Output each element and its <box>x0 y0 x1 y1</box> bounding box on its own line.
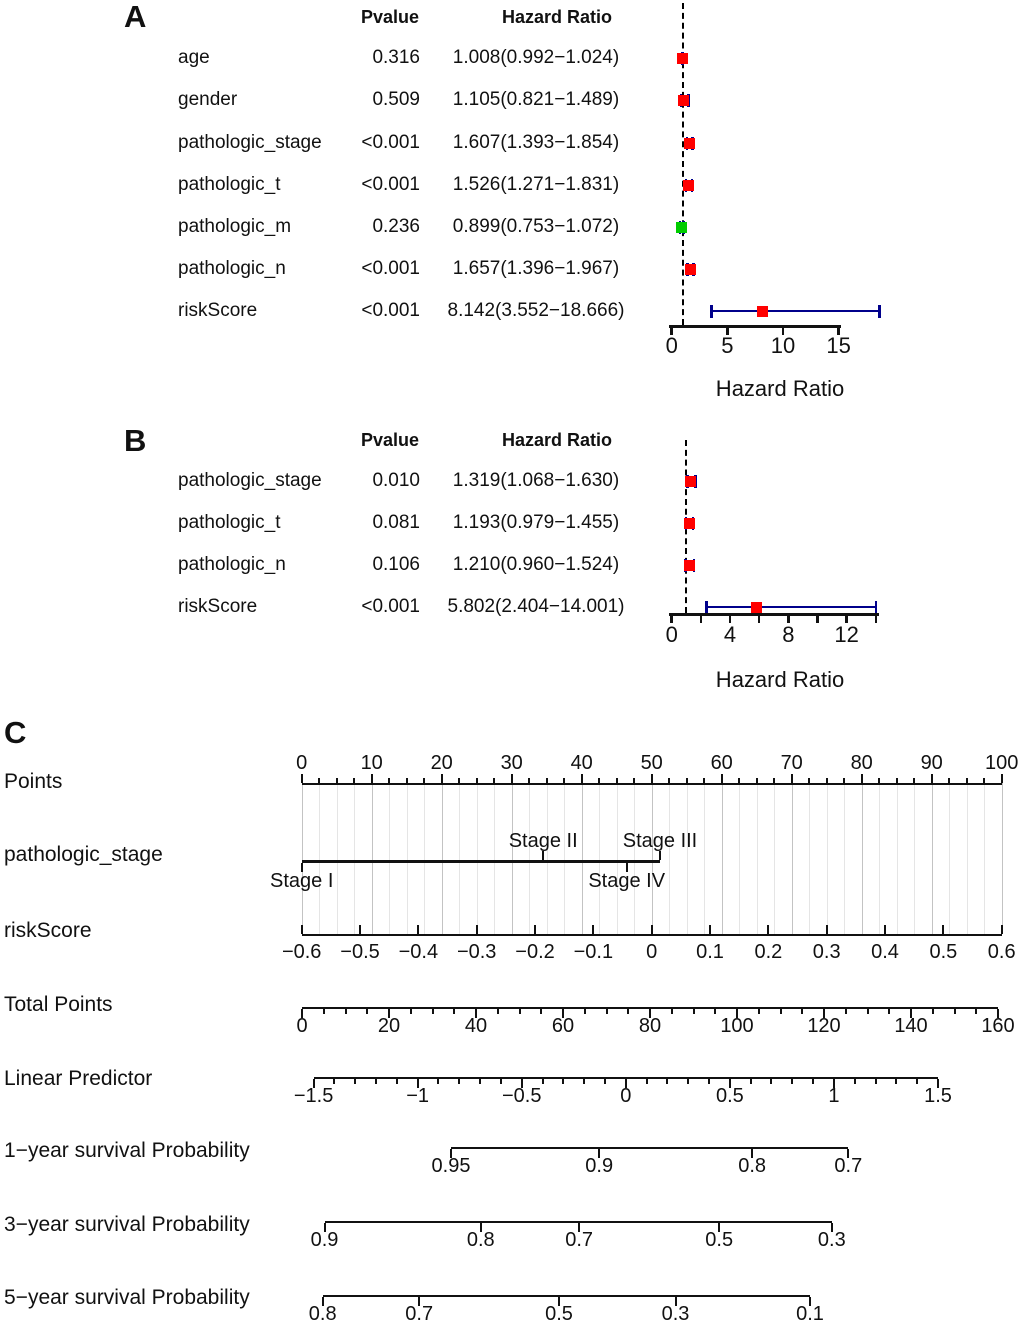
forest-a-row-label: pathologic_stage <box>178 132 322 153</box>
nomogram-tick-label-total: 0 <box>296 1015 308 1037</box>
nomogram-tick-risk <box>942 925 944 934</box>
nomogram-cat-label-stage: Stage I <box>269 870 334 892</box>
nomogram-tick-points <box>738 778 740 783</box>
forest-a-xaxis-tick-label: 15 <box>826 333 851 358</box>
nomogram-tick-label-risk: −0.1 <box>573 941 614 963</box>
nomogram-grid-minor <box>337 783 338 934</box>
nomogram-tick-risk <box>301 925 303 934</box>
forest-a-row-label: riskScore <box>178 300 258 321</box>
forest-a-hr-marker <box>676 222 687 233</box>
forest-b-xaxis-tick-label: 0 <box>665 622 678 647</box>
nomogram-tick-risk <box>767 925 769 934</box>
nomogram-tick-lp <box>437 1079 439 1084</box>
nomogram-tick-points <box>598 778 600 783</box>
nomogram-grid-minor <box>617 783 618 934</box>
forest-a-hr-marker <box>683 180 694 191</box>
nomogram-grid-minor <box>774 783 775 934</box>
nomogram-tick-total <box>671 1009 673 1014</box>
nomogram-grid-major <box>302 783 303 934</box>
nomogram-tick-label-points: 10 <box>360 752 383 774</box>
nomogram-tick-lp <box>354 1079 356 1084</box>
nomogram-tick-label-points: 70 <box>780 752 803 774</box>
nomogram-grid-minor <box>494 783 495 934</box>
nomogram-tick-label-points: 40 <box>570 752 593 774</box>
nomogram-tick-label-risk: 0.3 <box>812 941 841 963</box>
nomogram-tick-total <box>932 1009 934 1014</box>
forest-b-pvalue-cell: 0.010 <box>372 470 420 491</box>
forest-a-hr-marker <box>757 306 768 317</box>
nomogram-tick-lp <box>812 1079 814 1084</box>
nomogram-tick-risk <box>651 925 653 934</box>
nomogram-tick-points <box>301 774 303 783</box>
nomogram-tick-points <box>493 778 495 783</box>
forest-a-hr-cell: 1.607(1.393−1.854) <box>452 132 620 153</box>
nomogram-row-label-s3: 3−year survival Probability <box>4 1213 250 1236</box>
nomogram-tick-risk <box>534 925 536 934</box>
nomogram-tick-points <box>318 778 320 783</box>
nomogram-grid-major <box>512 783 513 934</box>
nomogram-tick-label-s3: 0.8 <box>466 1229 495 1251</box>
nomogram-tick-label-lp: −0.5 <box>501 1085 542 1107</box>
nomogram-grid-minor <box>459 783 460 934</box>
nomogram-tick-lp <box>646 1079 648 1084</box>
nomogram-tick-points <box>721 774 723 783</box>
forest-b-ci-cap-low <box>705 601 708 614</box>
nomogram-tick-label-risk: 0.2 <box>754 941 783 963</box>
nomogram-grid-minor <box>599 783 600 934</box>
nomogram-tick-total <box>519 1009 521 1014</box>
nomogram-row-label-risk: riskScore <box>4 919 92 942</box>
panel-a-col-pvalue: Pvalue <box>360 7 420 27</box>
nomogram-grid-minor <box>984 783 985 934</box>
nomogram-tick-total <box>867 1009 869 1014</box>
nomogram-tick-lp <box>687 1079 689 1084</box>
panel-b-col-hazard-ratio: Hazard Ratio <box>501 430 613 450</box>
nomogram-tick-label-total: 100 <box>720 1015 754 1037</box>
nomogram-tick-points <box>931 774 933 783</box>
forest-b-hr-cell: 1.210(0.960−1.524) <box>452 554 620 575</box>
nomogram-tick-points <box>878 778 880 783</box>
nomogram-tick-points <box>651 774 653 783</box>
nomogram-cat-label-stage: Stage III <box>622 830 698 852</box>
nomogram-grid-minor <box>704 783 705 934</box>
nomogram-tick-label-risk: 0.4 <box>871 941 899 963</box>
forest-a-pvalue-cell: <0.001 <box>361 132 420 153</box>
forest-b-xaxis-minor-tick <box>700 613 703 623</box>
nomogram-tick-total <box>606 1009 608 1014</box>
forest-a-row-label: pathologic_m <box>178 216 292 237</box>
nomogram-grid-major <box>722 783 723 934</box>
nomogram-tick-risk <box>417 925 419 934</box>
nomogram-cat-tick-stage <box>542 851 544 860</box>
nomogram-grid-minor <box>564 783 565 934</box>
nomogram-tick-points <box>668 778 670 783</box>
nomogram-tick-points <box>563 778 565 783</box>
nomogram-tick-total <box>888 1009 890 1014</box>
nomogram-tick-label-s3: 0.7 <box>565 1229 594 1251</box>
forest-a-pvalue-cell: <0.001 <box>361 174 420 195</box>
forest-b-pvalue-cell: <0.001 <box>361 596 420 617</box>
nomogram-tick-points <box>581 774 583 783</box>
nomogram-tick-total <box>801 1009 803 1014</box>
nomogram-tick-label-total: 60 <box>551 1015 575 1037</box>
nomogram-tick-total <box>758 1009 760 1014</box>
nomogram-tick-total <box>975 1009 977 1014</box>
nomogram-grid-minor <box>897 783 898 934</box>
nomogram-tick-total <box>584 1009 586 1014</box>
nomogram-grid-minor <box>389 783 390 934</box>
nomogram-tick-points <box>371 774 373 783</box>
nomogram-tick-lp <box>708 1079 710 1084</box>
nomogram-grid-minor <box>879 783 880 934</box>
forest-b-row-label: pathologic_n <box>178 554 286 575</box>
nomogram-tick-lp <box>479 1079 481 1084</box>
forest-b-xaxis-tick-label: 12 <box>834 622 859 647</box>
nomogram-tick-label-total: 40 <box>464 1015 488 1037</box>
forest-a-hr-marker <box>684 138 695 149</box>
nomogram-axis-line-risk <box>302 934 1002 936</box>
panel-b-letter: B <box>124 423 147 458</box>
nomogram-tick-label-risk: 0 <box>646 941 658 963</box>
nomogram-tick-total <box>345 1009 347 1014</box>
nomogram-tick-lp <box>875 1079 877 1084</box>
nomogram-tick-risk <box>709 925 711 934</box>
nomogram-tick-lp <box>916 1079 918 1084</box>
nomogram-tick-points <box>353 778 355 783</box>
forest-a-xaxis-tick-label: 5 <box>721 333 734 358</box>
nomogram-tick-lp <box>333 1079 335 1084</box>
forest-b-row-label: riskScore <box>178 596 258 617</box>
nomogram-tick-total <box>366 1009 368 1014</box>
forest-b-hr-marker <box>751 602 762 613</box>
forest-b-hr-cell: 5.802(2.404−14.001) <box>447 596 625 617</box>
nomogram-grid-minor <box>424 783 425 934</box>
nomogram-tick-label-total: 160 <box>981 1015 1015 1037</box>
nomogram-tick-label-points: 100 <box>985 752 1019 774</box>
forest-a-xaxis-tick-label: 10 <box>770 333 796 358</box>
nomogram-tick-label-points: 90 <box>920 752 943 774</box>
forest-a-row-label: age <box>178 47 210 68</box>
forest-a-hr-marker <box>677 53 688 64</box>
forest-a-ci-cap-low <box>710 305 713 318</box>
forest-a-hr-cell: 8.142(3.552−18.666) <box>447 300 625 321</box>
nomogram-tick-label-points: 80 <box>850 752 873 774</box>
nomogram-tick-total <box>693 1009 695 1014</box>
nomogram-tick-label-risk: 0.5 <box>929 941 958 963</box>
nomogram-grid-minor <box>407 783 408 934</box>
nomogram-tick-label-risk: −0.2 <box>515 941 555 963</box>
nomogram-tick-risk <box>884 925 886 934</box>
nomogram-grid-minor <box>529 783 530 934</box>
nomogram-grid-minor <box>477 783 478 934</box>
nomogram-tick-label-points: 60 <box>710 752 733 774</box>
nomogram-tick-label-risk: 0.6 <box>987 941 1016 963</box>
forest-a-pvalue-cell: <0.001 <box>361 300 420 321</box>
nomogram-tick-points <box>913 778 915 783</box>
nomogram-tick-lp <box>791 1079 793 1084</box>
forest-a-pvalue-cell: 0.236 <box>372 216 420 237</box>
forest-a-row-label: pathologic_n <box>178 258 286 279</box>
nomogram-grid-minor <box>949 783 950 934</box>
forest-a-ci-bar <box>711 310 879 313</box>
nomogram-tick-lp <box>375 1079 377 1084</box>
nomogram-tick-lp <box>770 1079 772 1084</box>
forest-b-row-label: pathologic_t <box>178 512 281 533</box>
panel-c-letter: C <box>4 715 27 750</box>
nomogram-tick-total <box>432 1009 434 1014</box>
nomogram-tick-points <box>948 778 950 783</box>
nomogram-tick-points <box>791 774 793 783</box>
nomogram-tick-points <box>336 778 338 783</box>
nomogram-tick-total <box>323 1009 325 1014</box>
nomogram-tick-total <box>627 1009 629 1014</box>
nomogram-tick-points <box>423 778 425 783</box>
nomogram-tick-lp <box>542 1079 544 1084</box>
forest-b-hr-marker <box>684 560 695 571</box>
forest-b-hr-cell: 1.319(1.068−1.630) <box>452 470 620 491</box>
nomogram-tick-label-s3: 0.5 <box>705 1229 734 1251</box>
nomogram-grid-minor <box>827 783 828 934</box>
nomogram-grid-minor <box>809 783 810 934</box>
nomogram-cat-label-stage: Stage IV <box>588 870 666 892</box>
nomogram-grid-minor <box>669 783 670 934</box>
panel-a-col-hazard-ratio: Hazard Ratio <box>501 7 613 27</box>
forest-a-hr-marker <box>685 264 696 275</box>
nomogram-tick-label-total: 140 <box>894 1015 928 1037</box>
forest-a-pvalue-cell: 0.509 <box>372 89 420 110</box>
panel-b-xaxis-title: Hazard Ratio <box>715 667 845 692</box>
nomogram-tick-label-risk: −0.6 <box>281 941 322 963</box>
forest-a-xaxis-line <box>669 325 841 328</box>
nomogram-grid-minor <box>739 783 740 934</box>
nomogram-tick-points <box>808 778 810 783</box>
nomogram-tick-label-s1: 0.95 <box>431 1155 471 1177</box>
nomogram-tick-risk <box>826 925 828 934</box>
forest-b-hr-marker <box>685 476 696 487</box>
nomogram-tick-total <box>453 1009 455 1014</box>
nomogram-grid-major <box>582 783 583 934</box>
nomogram-tick-points <box>633 778 635 783</box>
nomogram-grid-major <box>932 783 933 934</box>
nomogram-tick-label-risk: −0.5 <box>340 941 380 963</box>
nomogram-tick-points <box>511 774 513 783</box>
nomogram-tick-label-lp: 1 <box>828 1085 840 1107</box>
nomogram-tick-total <box>410 1009 412 1014</box>
nomogram-tick-points <box>528 778 530 783</box>
nomogram-tick-points <box>686 778 688 783</box>
nomogram-tick-points <box>441 774 443 783</box>
forest-b-row-label: pathologic_stage <box>178 470 322 491</box>
nomogram-tick-label-s1: 0.7 <box>834 1155 863 1177</box>
nomogram-tick-label-points: 0 <box>296 752 308 774</box>
nomogram-axis-line-stage <box>302 860 660 863</box>
nomogram-grid-major <box>862 783 863 934</box>
nomogram-tick-label-total: 120 <box>807 1015 841 1037</box>
nomogram-cat-tick-stage <box>659 851 661 860</box>
forest-a-row-label: gender <box>178 89 238 110</box>
nomogram-row-label-stage: pathologic_stage <box>4 843 163 866</box>
forest-a-hr-marker <box>678 95 689 106</box>
nomogram-row-label-lp: Linear Predictor <box>4 1067 153 1090</box>
nomogram-tick-total <box>714 1009 716 1014</box>
nomogram-tick-points <box>756 778 758 783</box>
forest-b-hr-marker <box>684 518 695 529</box>
nomogram-tick-label-s1: 0.8 <box>738 1155 767 1177</box>
nomogram-cat-label-stage: Stage II <box>508 830 578 852</box>
nomogram-tick-label-s3: 0.3 <box>817 1229 846 1251</box>
forest-a-row-label: pathologic_t <box>178 174 281 195</box>
nomogram-tick-label-points: 50 <box>640 752 663 774</box>
nomogram-tick-label-lp: 0 <box>620 1085 632 1107</box>
nomogram-tick-label-lp: −1 <box>406 1085 430 1107</box>
nomogram-tick-label-risk: 0.1 <box>696 941 724 963</box>
nomogram-grid-minor <box>319 783 320 934</box>
nomogram-tick-lp <box>458 1079 460 1084</box>
nomogram-tick-points <box>1001 774 1003 783</box>
nomogram-tick-risk <box>359 925 361 934</box>
nomogram-tick-points <box>388 778 390 783</box>
nomogram-grid-major <box>792 783 793 934</box>
nomogram-tick-label-risk: −0.3 <box>456 941 497 963</box>
forest-a-hr-cell: 1.526(1.271−1.831) <box>452 174 620 195</box>
nomogram-tick-label-points: 20 <box>430 752 453 774</box>
forest-a-hr-cell: 1.657(1.396−1.967) <box>452 258 620 279</box>
panel-b-col-pvalue: Pvalue <box>360 430 420 450</box>
nomogram-row-label-s1: 1−year survival Probability <box>4 1139 250 1162</box>
nomogram-grid-minor <box>844 783 845 934</box>
nomogram-tick-lp <box>854 1079 856 1084</box>
nomogram-axis-line-s5 <box>323 1295 810 1297</box>
nomogram-grid-major <box>652 783 653 934</box>
nomogram-grid-minor <box>967 783 968 934</box>
nomogram-grid-major <box>442 783 443 934</box>
nomogram-grid-minor <box>914 783 915 934</box>
nomogram-tick-points <box>458 778 460 783</box>
nomogram-tick-lp <box>396 1079 398 1084</box>
forest-a-xaxis-tick-label: 0 <box>665 333 678 358</box>
nomogram-tick-lp <box>604 1079 606 1084</box>
nomogram-tick-risk <box>476 925 478 934</box>
nomogram-tick-points <box>983 778 985 783</box>
nomogram-tick-points <box>773 778 775 783</box>
nomogram-tick-points <box>546 778 548 783</box>
nomogram-tick-risk <box>1001 925 1003 934</box>
nomogram-grid-minor <box>547 783 548 934</box>
nomogram-tick-lp <box>750 1079 752 1084</box>
panel-a-xaxis-title: Hazard Ratio <box>715 376 845 401</box>
nomogram-tick-label-lp: −1.5 <box>293 1085 334 1107</box>
forest-b-xaxis-minor-tick <box>875 613 878 623</box>
nomogram-tick-points <box>616 778 618 783</box>
nomogram-axis-line-s1 <box>451 1147 848 1149</box>
nomogram-tick-label-lp: 1.5 <box>924 1085 952 1107</box>
nomogram-grid-major <box>372 783 373 934</box>
forest-b-hr-cell: 1.193(0.979−1.455) <box>452 512 620 533</box>
nomogram-tick-lp <box>666 1079 668 1084</box>
nomogram-tick-points <box>861 774 863 783</box>
forest-b-xaxis-minor-tick <box>758 613 761 623</box>
nomogram-tick-label-total: 80 <box>638 1015 662 1037</box>
forest-a-hr-cell: 1.008(0.992−1.024) <box>452 47 620 68</box>
nomogram-tick-points <box>896 778 898 783</box>
nomogram-tick-label-s5: 0.7 <box>405 1303 434 1325</box>
nomogram-tick-label-s5: 0.3 <box>661 1303 690 1325</box>
nomogram-tick-total <box>540 1009 542 1014</box>
nomogram-tick-label-points: 30 <box>500 752 523 774</box>
nomogram-tick-points <box>826 778 828 783</box>
nomogram-tick-total <box>954 1009 956 1014</box>
nomogram-row-label-s5: 5−year survival Probability <box>4 1286 250 1309</box>
nomogram-tick-label-s5: 0.1 <box>796 1303 824 1325</box>
nomogram-grid-minor <box>687 783 688 934</box>
forest-a-ci-cap-high <box>878 305 881 318</box>
nomogram-tick-lp <box>583 1079 585 1084</box>
nomogram-tick-lp <box>500 1079 502 1084</box>
nomogram-tick-label-s5: 0.8 <box>308 1303 337 1325</box>
forest-a-pvalue-cell: <0.001 <box>361 258 420 279</box>
nomogram-tick-label-s3: 0.9 <box>310 1229 339 1251</box>
nomogram-row-label-points: Points <box>4 770 63 793</box>
nomogram-tick-lp <box>895 1079 897 1084</box>
nomogram-tick-points <box>703 778 705 783</box>
nomogram-tick-lp <box>562 1079 564 1084</box>
forest-b-ci-cap-high <box>875 601 878 614</box>
nomogram-tick-points <box>843 778 845 783</box>
nomogram-tick-risk <box>592 925 594 934</box>
nomogram-tick-label-total: 20 <box>377 1015 401 1037</box>
forest-b-xaxis-tick-label: 4 <box>723 622 737 647</box>
nomogram-grid-major <box>1002 783 1003 934</box>
nomogram-grid-minor <box>354 783 355 934</box>
nomogram-tick-total <box>780 1009 782 1014</box>
nomogram-tick-points <box>406 778 408 783</box>
forest-a-hr-cell: 0.899(0.753−1.072) <box>452 216 620 237</box>
forest-a-pvalue-cell: 0.316 <box>372 47 420 68</box>
nomogram-tick-label-risk: −0.4 <box>398 941 439 963</box>
nomogram-tick-points <box>966 778 968 783</box>
forest-b-ci-bar <box>707 606 876 609</box>
forest-a-hr-cell: 1.105(0.821−1.489) <box>452 89 620 110</box>
nomogram-tick-points <box>476 778 478 783</box>
forest-b-pvalue-cell: 0.106 <box>372 554 420 575</box>
nomogram-grid-minor <box>757 783 758 934</box>
forest-b-xaxis-minor-tick <box>816 613 819 623</box>
forest-b-xaxis-tick-label: 8 <box>782 622 795 647</box>
nomogram-tick-total <box>845 1009 847 1014</box>
nomogram-row-label-total: Total Points <box>4 993 113 1016</box>
nomogram-grid-minor <box>634 783 635 934</box>
nomogram-tick-label-lp: 0.5 <box>715 1085 744 1107</box>
nomogram-tick-label-s1: 0.9 <box>585 1155 614 1177</box>
panel-a-letter: A <box>124 0 147 34</box>
nomogram-tick-label-s5: 0.5 <box>545 1303 573 1325</box>
forest-b-pvalue-cell: 0.081 <box>372 512 420 533</box>
nomogram-tick-total <box>497 1009 499 1014</box>
nomogram-axis-line-points <box>302 783 1002 785</box>
